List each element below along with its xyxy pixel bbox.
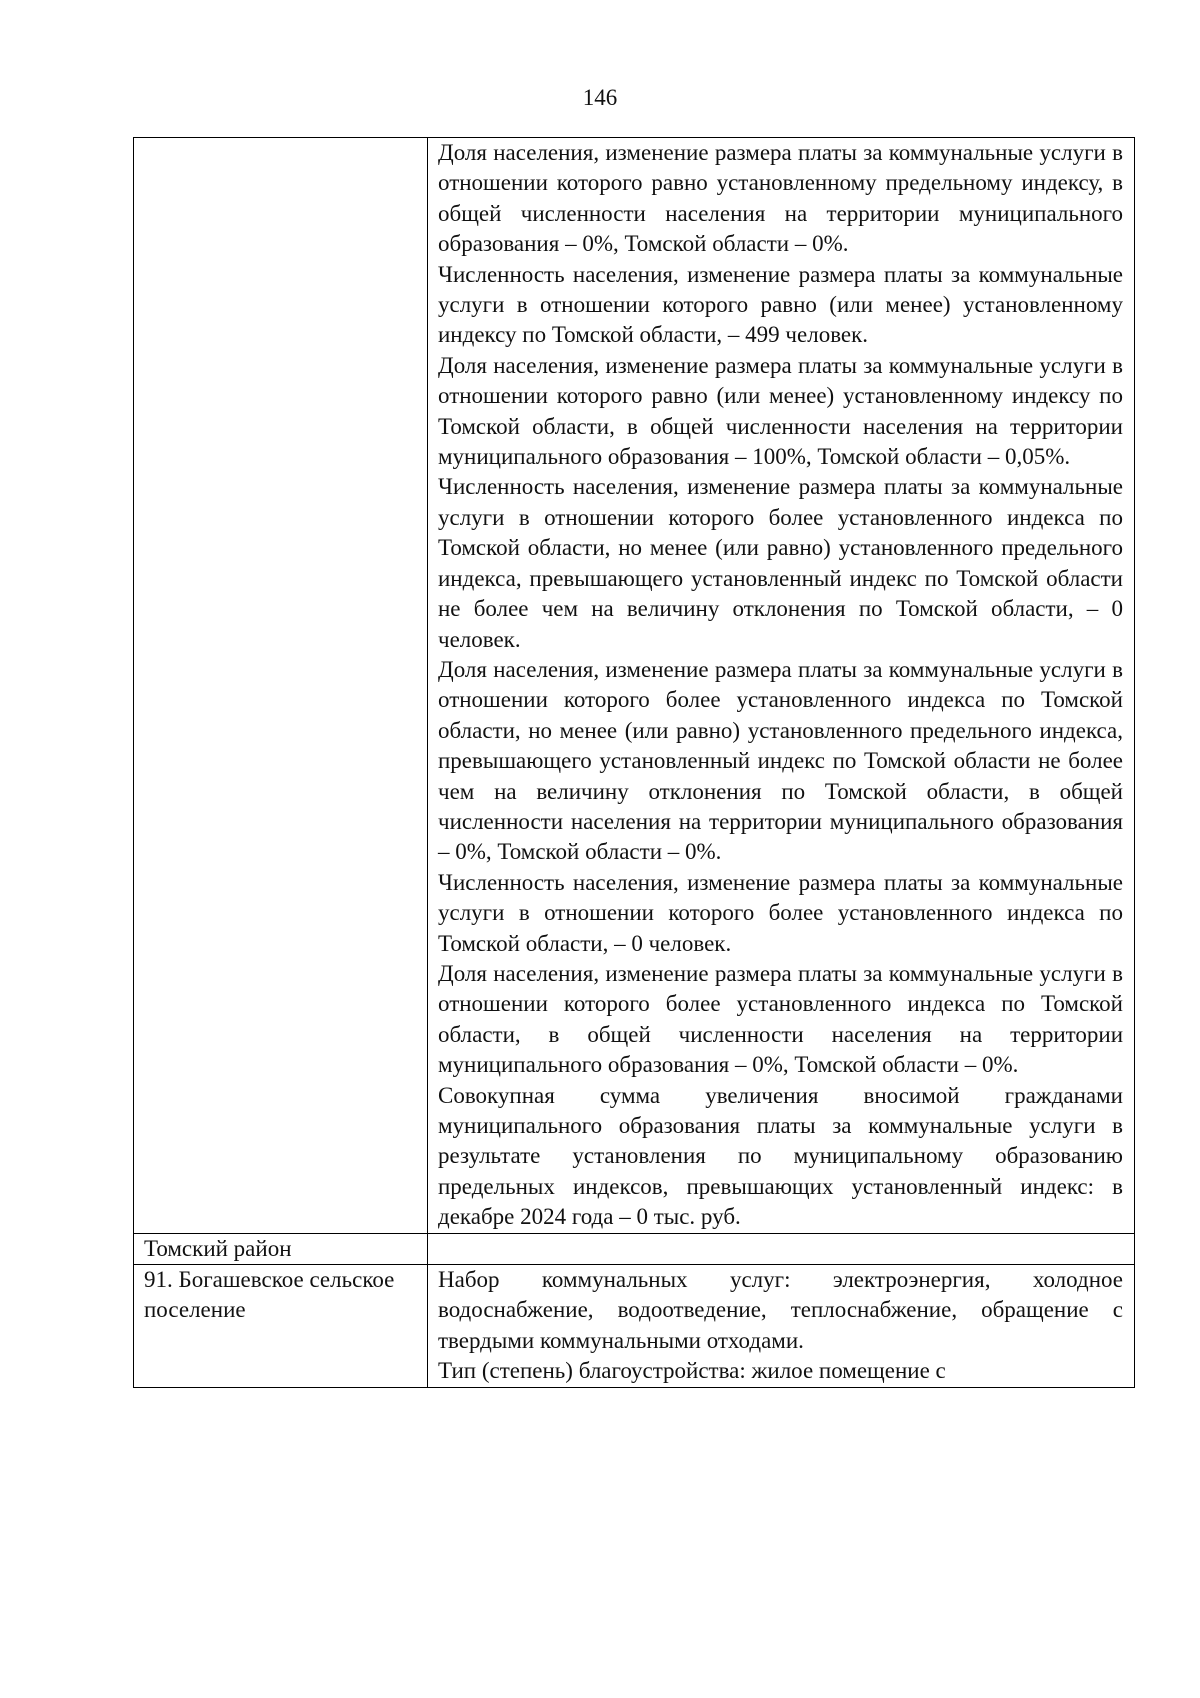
paragraph-share-between: Доля населения, изменение размера платы за коммунальные услуги в отношении которого более установленного индекса по Томской области, но менее (или равно) установленного предельного индекса, превышающего установленный индекс по Томской области не более чем на величину отклонения по Томской области, в общей численности населения на территории муниципального образования – 0%, Томской области – 0%. xyxy=(438,656,1123,865)
paragraph-share-above: Доля населения, изменение размера платы за коммунальные услуги в отношении которого более установленного индекса по Томской области, в общей численности населения на территории муниципального образования – 0%, Томской области – 0%. xyxy=(438,960,1123,1078)
district-name: Томский район xyxy=(144,1235,292,1261)
paragraph-count-between: Численность населения, изменение размера платы за коммунальные услуги в отношении которого более установленного индекса по Томской области, но менее (или равно) установленного предельного индекса, превышающего установленный индекс по Томской области не более чем на величину отклонения по Томской области, – 0 человек. xyxy=(438,474,1123,652)
settlement-details-cell xyxy=(428,1265,1135,1388)
table-row-district xyxy=(134,1233,1135,1264)
settlement-name-cell xyxy=(134,1265,428,1388)
table-row-continuation xyxy=(134,138,1135,1234)
page-number: 146 xyxy=(582,85,618,110)
settlement-name: 91. Богашевское сельское поселение xyxy=(144,1267,395,1323)
district-name-cell xyxy=(134,1233,428,1264)
row-continuation-left-cell xyxy=(134,138,428,1234)
paragraph-count-equal-or-less: Численность населения, изменение размера платы за коммунальные услуги в отношении которого равно (или менее) установленному индексу по Томской области, – 499 человек. xyxy=(438,261,1123,348)
paragraph-count-above: Численность населения, изменение размера платы за коммунальные услуги в отношении которого более установленного индекса по Томской области, – 0 человек. xyxy=(438,869,1123,956)
paragraph-total-increase: Совокупная сумма увеличения вносимой гражданами муниципального образования платы за коммунальные услуги в результате установления по муниципальному образованию предельных индексов, превышающих установленный индекс: в декабре 2024 года – 0 тыс. руб. xyxy=(438,1082,1123,1230)
row-continuation-right-cell xyxy=(428,138,1135,1234)
paragraph-utility-set: Набор коммунальных услуг: электроэнергия, холодное водоснабжение, водоотведение, теплоснабжение, обращение с твердыми коммунальными отходами. xyxy=(438,1267,1123,1353)
paragraph-improvement-type: Тип (степень) благоустройства: жилое помещение с xyxy=(438,1358,946,1384)
municipal-indices-table xyxy=(133,137,1135,1388)
paragraph-share-equal-limit: Доля населения, изменение размера платы за коммунальные услуги в отношении которого равно установленному предельному индексу, в общей численности населения на территории муниципального образования – 0%, Томской области – 0%. xyxy=(438,140,1123,257)
district-empty-cell xyxy=(428,1233,1135,1264)
table-row-91 xyxy=(134,1265,1135,1388)
paragraph-share-equal-or-less: Доля населения, изменение размера платы за коммунальные услуги в отношении которого равно (или менее) установленному индексу по Томской области, в общей численности населения на территории муниципального образования – 100%, Томской области – 0,05%. xyxy=(438,352,1123,470)
